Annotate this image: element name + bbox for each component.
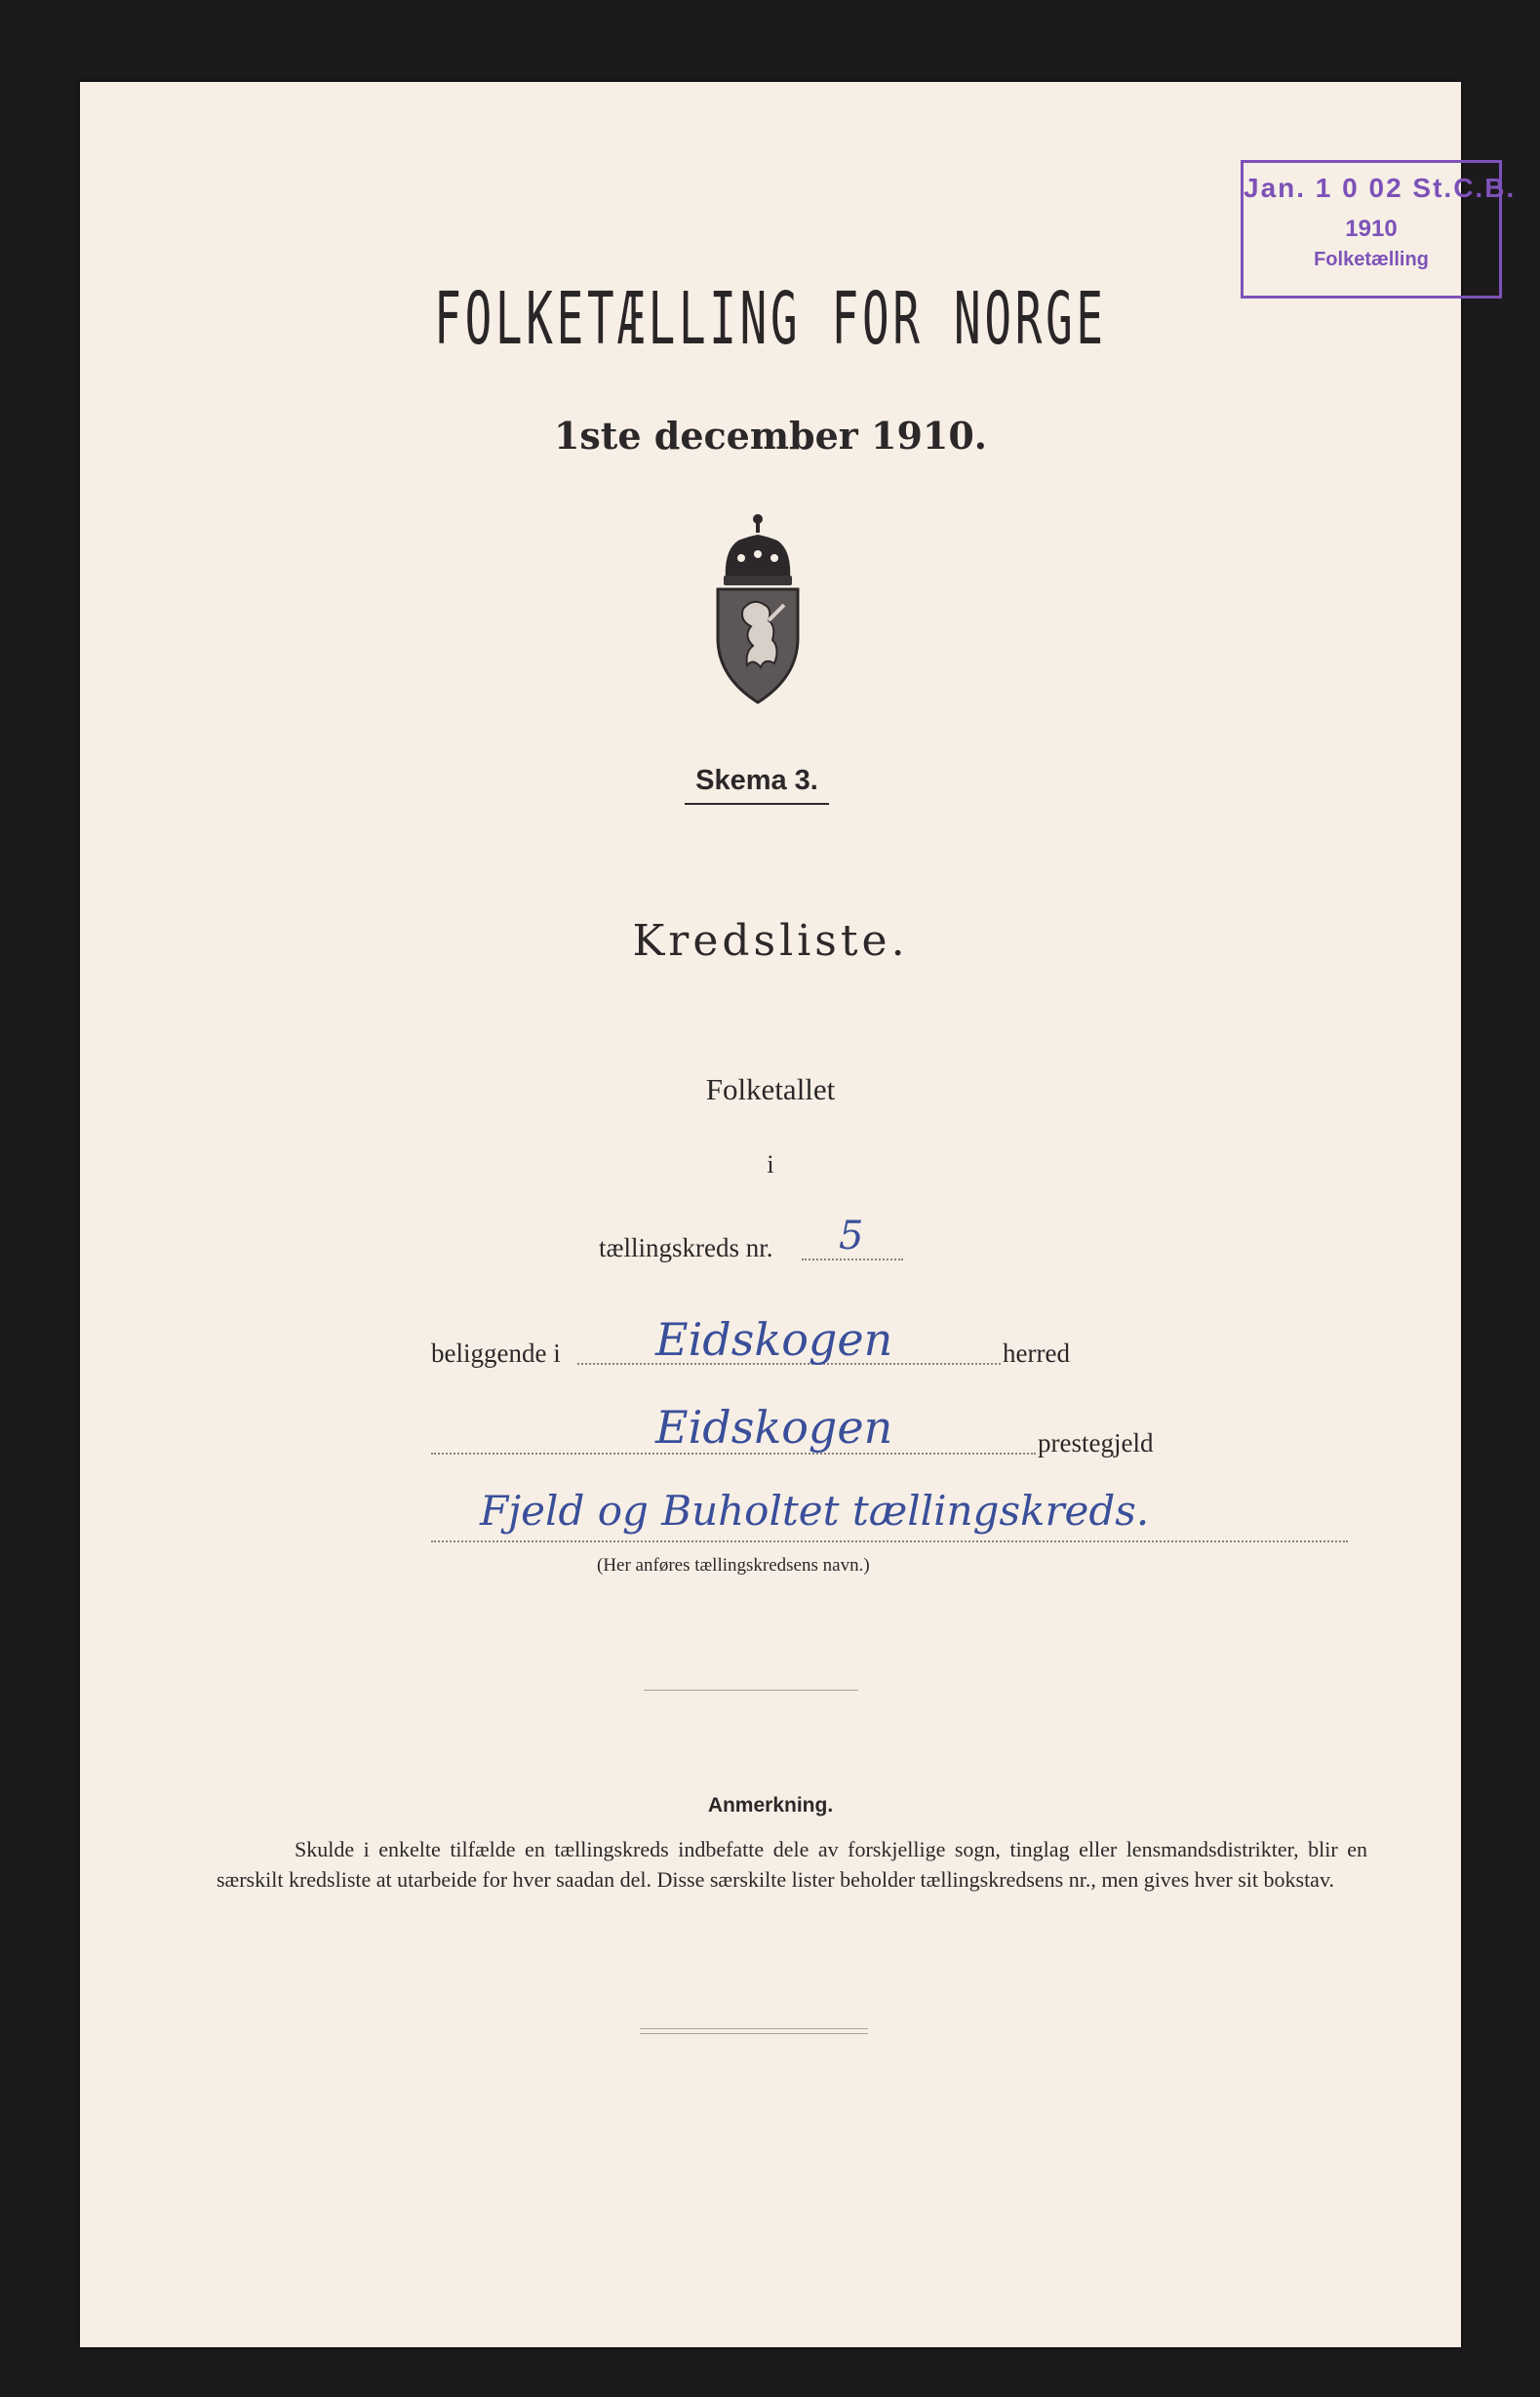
list-title: Kredsliste.: [632, 916, 909, 966]
stamp-label: Folketælling: [1314, 249, 1429, 270]
taellingskreds-label: tællingskreds nr.: [599, 1233, 773, 1262]
beliggende-label: beliggende i: [431, 1338, 561, 1368]
preposition-i: i: [767, 1150, 774, 1179]
kreds-name-field-line: [431, 1540, 1348, 1542]
stamp-date-line: Jan. 1 0 02 St.C.B.: [1244, 173, 1517, 203]
prestegjeld-label: prestegjeld: [1038, 1428, 1154, 1458]
folketallet-heading: Folketallet: [705, 1072, 836, 1106]
kreds-name-value: Fjeld og Buholtet tællingskreds.: [480, 1487, 1150, 1535]
prestegjeld-value: Eidskogen: [655, 1401, 893, 1454]
remark-text: Skulde i enkelte tilfælde en tællingskreds indbefatte dele av forskjellige sogn, tinglag eller lensmandsdistrikter, blir en særskilt kredsliste at utarbeide for hver saadan del. Disse særskilte lister beholder tællingskredsens nr., men gives hver sit bokstav.: [217, 1837, 1367, 1892]
document-title: FOLKETÆLLING FOR NORGE: [434, 277, 1107, 361]
footer-divider-top: [640, 2028, 868, 2029]
section-divider: [644, 1690, 858, 1691]
census-form-page: [80, 82, 1517, 2347]
schema-label: Skema 3.: [685, 765, 829, 805]
remark-title: Anmerkning.: [707, 1794, 834, 1817]
footer-divider-bottom: [640, 2033, 868, 2034]
received-stamp: [1241, 160, 1517, 299]
taellingskreds-value: 5: [839, 1214, 864, 1258]
stamp-year: 1910: [1345, 216, 1398, 242]
norwegian-coat-of-arms-icon: [704, 511, 811, 706]
taellingskreds-field-line: [802, 1258, 903, 1260]
herred-value: Eidskogen: [655, 1313, 893, 1366]
herred-label: herred: [1003, 1338, 1070, 1368]
kreds-name-note: (Her anføres tællingskredsens navn.): [597, 1555, 870, 1576]
document-date: 1ste december 1910.: [553, 414, 988, 458]
